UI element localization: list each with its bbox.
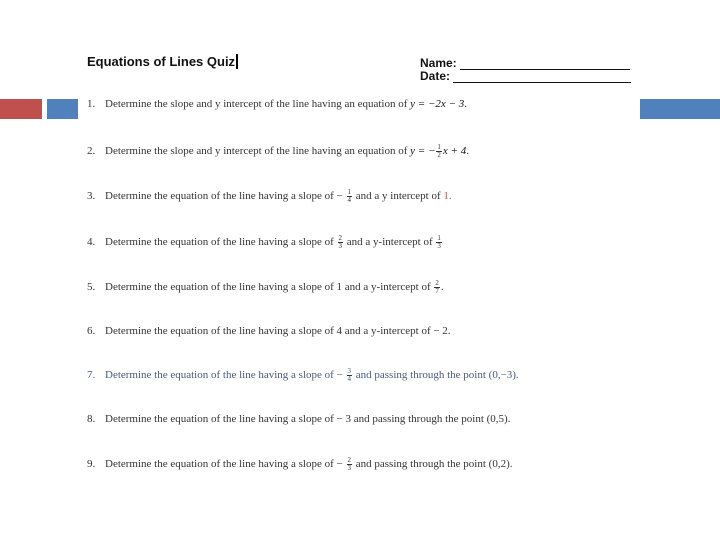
date-blank-line — [453, 70, 631, 83]
question-text: Determine the equation of the line having a slope of − — [105, 190, 346, 203]
question-number: 6. — [87, 325, 96, 337]
fraction — [338, 235, 344, 250]
fraction-denominator: 3 — [347, 464, 351, 472]
quiz-title-text: Equations of Lines Quiz — [87, 54, 236, 69]
fraction-numerator: 2 — [338, 234, 343, 242]
name-label: Name: — [420, 56, 457, 70]
question-text-end: 1. — [443, 190, 452, 203]
question-tail: . — [440, 281, 444, 294]
fraction-denominator: 4 — [347, 375, 351, 383]
question-7 — [87, 368, 519, 383]
question-text: Determine the slope and y intercept of the line having an equation of — [105, 145, 411, 158]
fraction-numerator: 2 — [347, 456, 351, 464]
fraction — [347, 189, 353, 204]
fraction-numerator: 3 — [347, 367, 351, 375]
fraction-numerator: 2 — [435, 279, 439, 287]
question-text: Determine the equation of the line having a slope of — [105, 236, 337, 249]
question-number: 9. — [87, 458, 96, 471]
question-text-mid: and passing through the point (0,2). — [353, 458, 513, 471]
fraction-denominator: 3 — [437, 242, 441, 250]
question-number: 1. — [87, 98, 96, 110]
fraction-denominator: 3 — [338, 242, 343, 250]
question-number: 7. — [87, 369, 96, 382]
question-equation-part-a: y = − — [410, 145, 436, 158]
fraction — [436, 144, 442, 159]
question-text: Determine the slope and y intercept of the line having an equation of — [105, 98, 411, 110]
question-equation-part-b: x + 4 — [442, 145, 467, 158]
accent-bar-blue-left — [47, 99, 78, 119]
accent-bar-red — [0, 99, 42, 119]
question-number: 3. — [87, 190, 96, 203]
question-equation: y = −2x − 3 — [410, 98, 465, 110]
fraction-denominator: 4 — [347, 196, 351, 204]
question-text-mid: and passing through the point (0,−3). — [353, 369, 519, 382]
question-tail: . — [464, 98, 467, 110]
question-text: Determine the equation of the line having a slope of − — [105, 458, 346, 471]
question-tail: . — [466, 145, 469, 158]
question-3 — [87, 189, 452, 204]
fraction — [436, 235, 442, 250]
question-1 — [87, 98, 467, 110]
fraction-denominator: 2 — [437, 151, 441, 159]
question-text-mid: and a y-intercept of — [344, 236, 436, 249]
fraction — [347, 457, 353, 472]
question-5 — [87, 280, 444, 295]
question-text: Determine the equation of the line having a slope of − — [105, 369, 346, 382]
question-6 — [87, 325, 451, 337]
date-field — [420, 69, 631, 83]
question-9 — [87, 457, 512, 472]
question-text: Determine the equation of the line having a slope of 4 and a y-intercept of − 2. — [105, 325, 451, 337]
name-field — [420, 56, 630, 70]
question-number: 4. — [87, 236, 96, 249]
question-number: 2. — [87, 145, 96, 158]
fraction-numerator: 1 — [437, 143, 441, 151]
quiz-title — [87, 54, 238, 69]
question-text: Determine the equation of the line having a slope of − 3 and passing through the point (0,5). — [105, 413, 511, 425]
question-4 — [87, 235, 443, 250]
question-text-mid: and a y intercept of — [353, 190, 444, 203]
fraction — [434, 280, 440, 295]
accent-bar-blue-right — [640, 99, 720, 119]
question-number: 8. — [87, 413, 96, 425]
text-cursor — [236, 54, 238, 69]
question-8 — [87, 413, 510, 425]
fraction-numerator: 1 — [437, 234, 441, 242]
question-text: Determine the equation of the line having a slope of 1 and a y-intercept of — [105, 281, 434, 294]
fraction-numerator: 1 — [347, 188, 351, 196]
fraction-denominator: 7 — [435, 287, 439, 295]
date-label: Date: — [420, 69, 451, 83]
question-number: 5. — [87, 281, 96, 294]
fraction — [347, 368, 353, 383]
question-2 — [87, 144, 469, 159]
